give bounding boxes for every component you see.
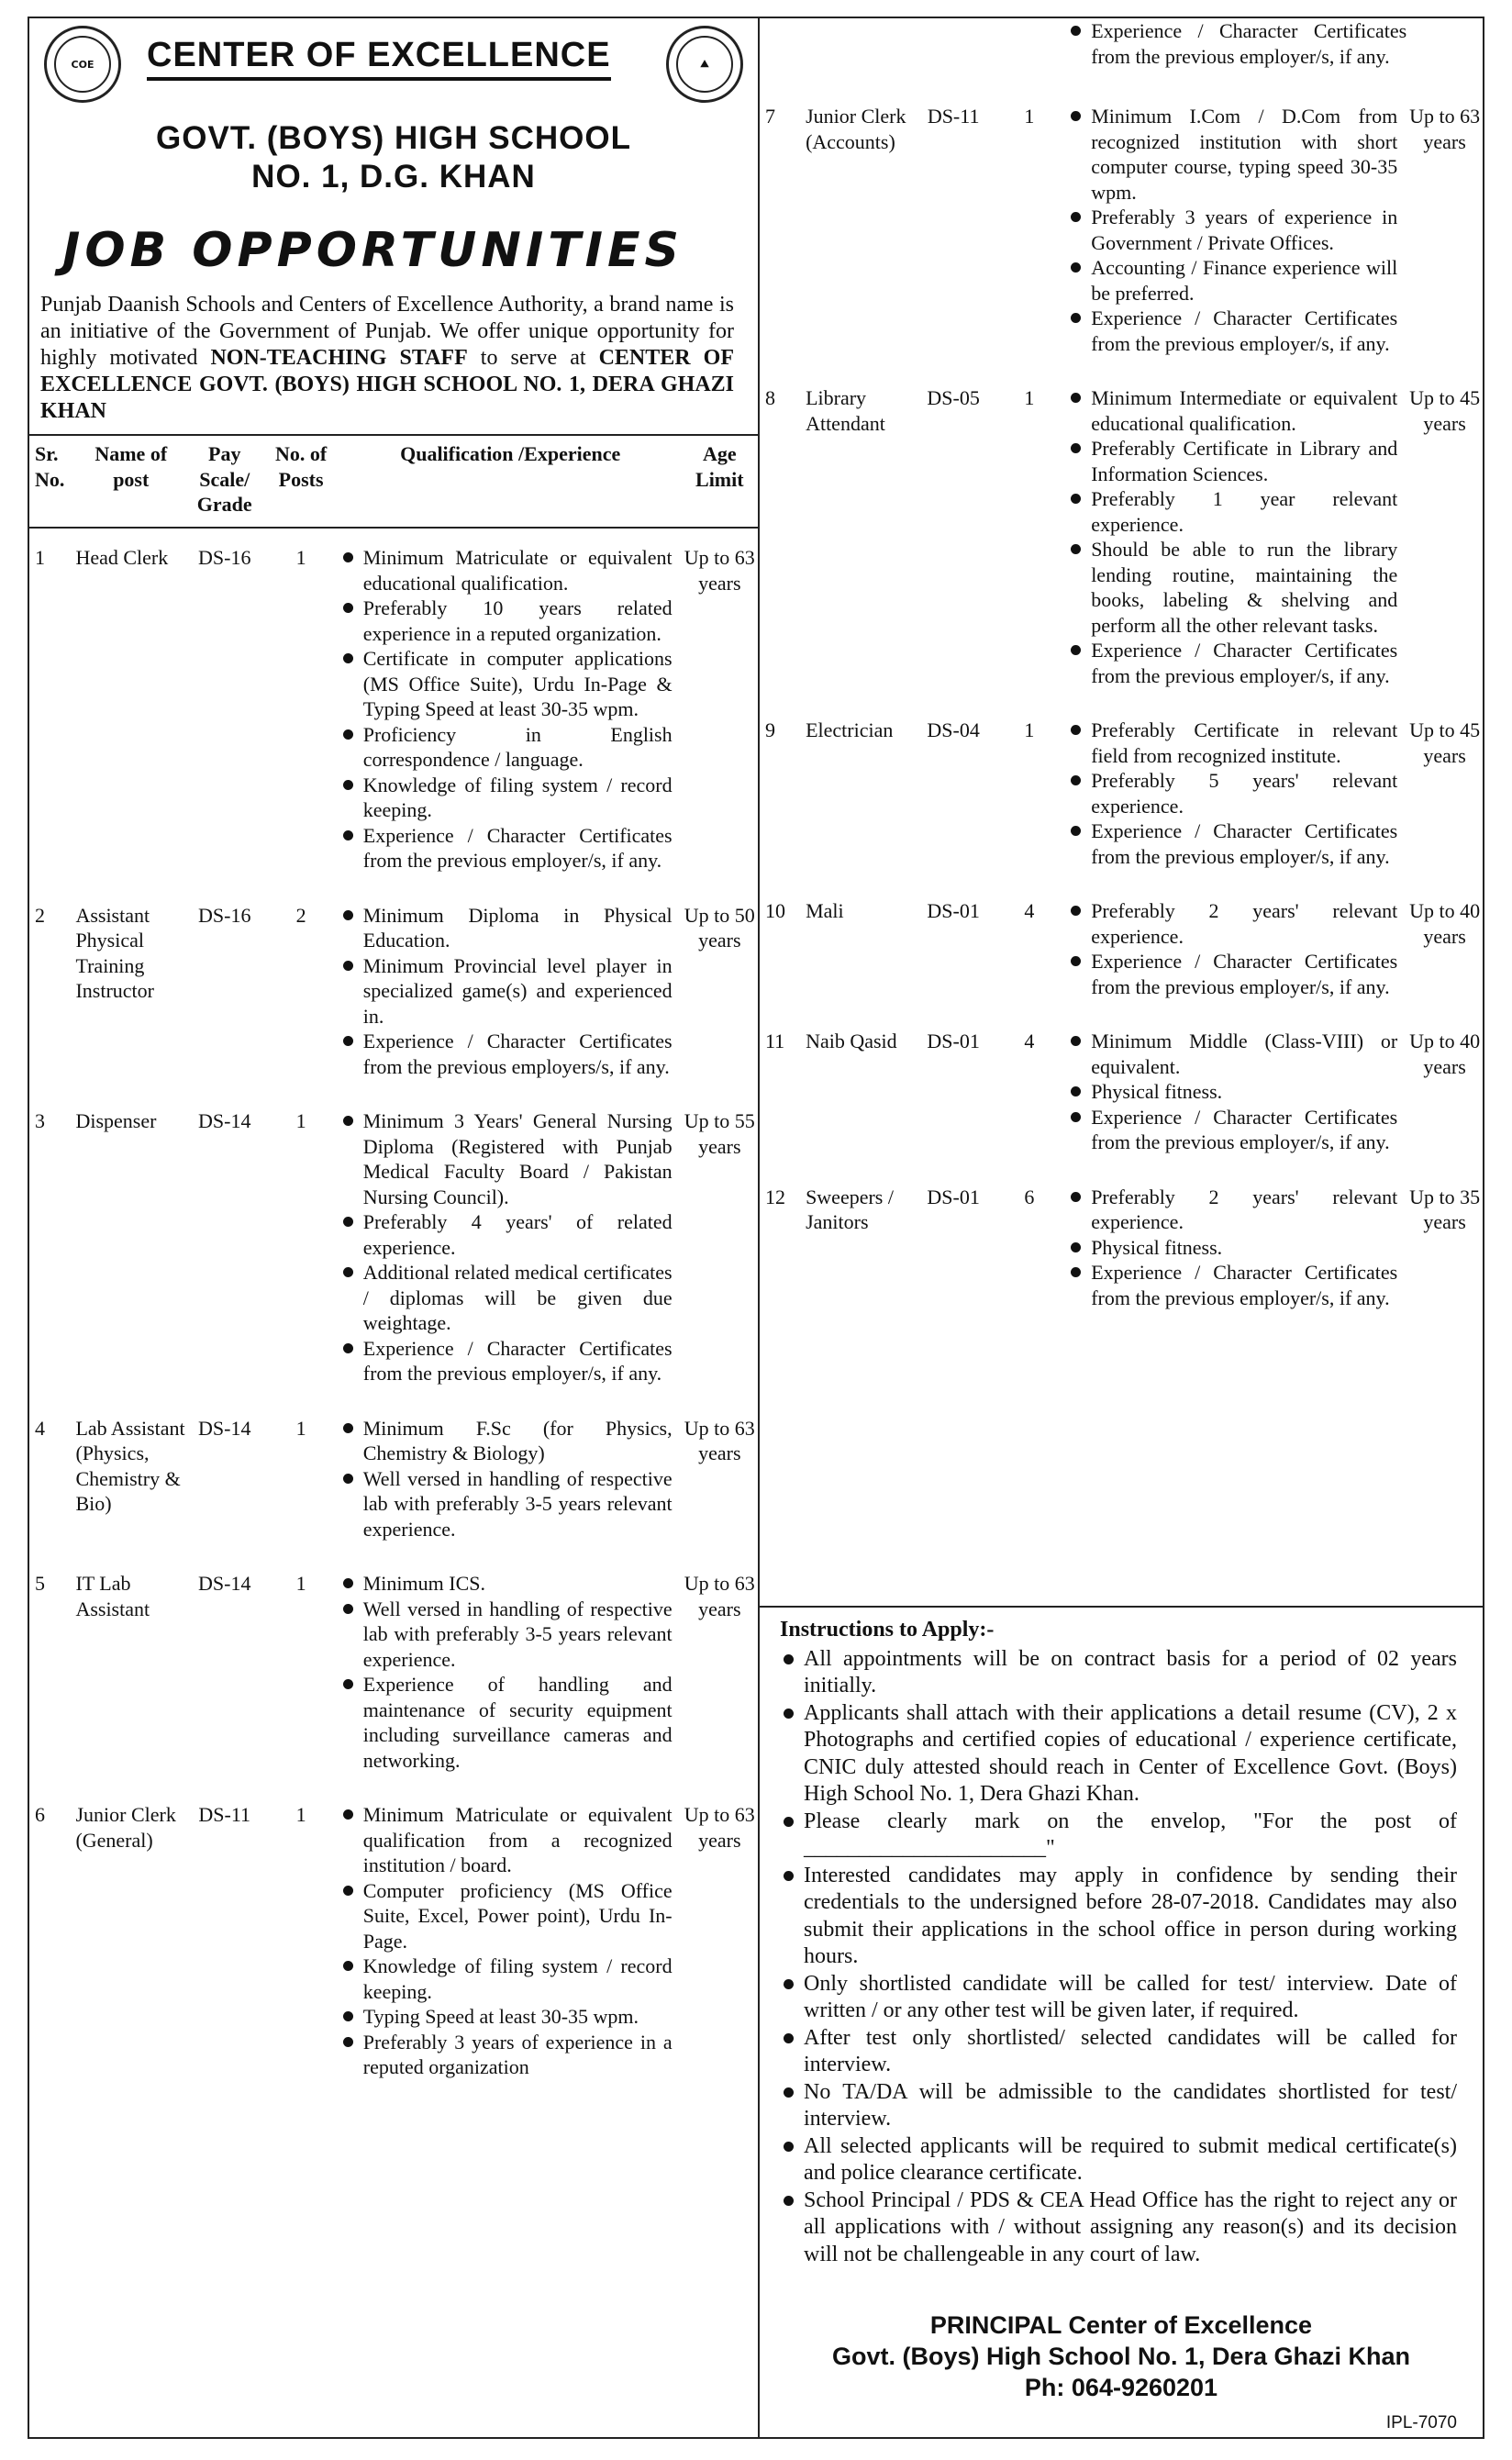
row-posts: 1 — [295, 1803, 306, 1826]
row-age-limit: Up to 45 years — [1409, 718, 1481, 767]
row-post-name: Head Clerk — [75, 546, 169, 569]
row-pay-scale: DS-11 — [927, 105, 980, 128]
job-opportunities-heading: JOB OPPORTUNITIES — [62, 223, 684, 278]
row-posts: 4 — [1024, 1030, 1035, 1052]
qualification-item: Preferably 4 years' of related experience. — [339, 1209, 673, 1260]
table-row — [760, 869, 1483, 999]
qualification-item: Experience / Character Certificates from the previous employer/s, if any. — [1067, 818, 1397, 869]
row-sr: 3 — [35, 1109, 45, 1132]
instruction-item: Interested candidates may apply in confidence by sending their credentials to the undersigned before 28-07-2018. Candidates may also submit their applications in the school office in person during working hours. — [780, 1863, 1457, 1971]
carryover-row — [760, 17, 1483, 69]
qualification-item: Typing Speed at least 30-35 wpm. — [339, 2004, 673, 2030]
qualification-item: Preferably 3 years of experience in a reputed organization — [339, 2030, 673, 2080]
row-sr: 10 — [765, 899, 785, 922]
qualification-item: Preferably Certificate in Library and Information Sciences. — [1067, 436, 1397, 486]
instruction-item: All selected applicants will be required to submit medical certificate(s) and police clearance certificate. — [780, 2133, 1457, 2187]
row-sr: 9 — [765, 718, 775, 741]
carryover-qualifications — [1067, 18, 1406, 69]
row-sr: 11 — [765, 1030, 785, 1052]
intro-text: Punjab Daanish Schools and Centers of Excellence Authority, a brand name is an initiative of the Government of Punjab. We offer unique opportunity for highly motivated — [40, 293, 734, 370]
row-pay-scale: DS-16 — [198, 903, 251, 927]
row-post-name: Mali — [806, 899, 844, 922]
row-qualifications — [1067, 869, 1406, 999]
jobs-table-left — [29, 436, 758, 2080]
row-post-name: Naib Qasid — [806, 1030, 897, 1052]
row-age-limit: Up to 40 years — [1409, 899, 1481, 948]
qualification-item: Preferably 10 years related experience in a reputed organization. — [339, 596, 673, 646]
qualification-item: Minimum Matriculate or equivalent qualification from a recognized institution / board. — [339, 1802, 673, 1878]
qualification-item: Minimum Diploma in Physical Education. — [339, 903, 673, 953]
row-age-limit: Up to 35 years — [1409, 1185, 1481, 1233]
row-post-name: Electrician — [806, 718, 894, 741]
intro-bold-school: CENTER OF EXCELLENCE GOVT. (BOYS) HIGH SCHOOL NO. 1, DERA GHAZI KHAN — [40, 346, 734, 423]
row-posts: 1 — [295, 546, 306, 569]
row-sr: 7 — [765, 105, 775, 128]
qualification-item: Minimum ICS. — [339, 1571, 673, 1597]
jobs-table-right — [760, 17, 1483, 1310]
row-post-name: Sweepers / Janitors — [806, 1185, 894, 1233]
qualification-item: Minimum I.Com / D.Com from recognized institution with short computer course, typing speed 30-35 wpm. — [1067, 104, 1397, 205]
instructions-divider — [760, 1606, 1483, 1608]
row-post-name: IT Lab Assistant — [75, 1572, 150, 1620]
row-post-name: Library Attendant — [806, 386, 885, 435]
table-row — [29, 1542, 758, 1773]
row-age-limit: Up to 45 years — [1409, 386, 1481, 435]
instruction-item: Applicants shall attach with their applications a detail resume (CV), 2 x Photographs and certified copies of educational / experience certificate, CNIC duly attested should reach in Center of Excellence Govt. (Boys) High School No. 1, Dera Ghazi Khan. — [780, 1700, 1457, 1809]
row-age-limit: Up to 63 years — [684, 546, 755, 595]
row-qualifications — [1067, 999, 1406, 1155]
row-qualifications — [339, 1542, 682, 1773]
qualification-item: Preferably 1 year relevant experience. — [1067, 486, 1397, 537]
qualification-item: Preferably Certificate in relevant field from recognized institute. — [1067, 718, 1397, 768]
row-posts: 4 — [1024, 899, 1035, 922]
qualification-item: Preferably 2 years' relevant experience. — [1067, 898, 1397, 949]
signature-line1: PRINCIPAL Center of Excellence — [929, 2311, 1313, 2339]
row-qualifications — [339, 874, 682, 1080]
qualification-item: Proficiency in English correspondence / language. — [339, 722, 673, 773]
row-qualifications — [1067, 69, 1406, 356]
table-row — [760, 999, 1483, 1155]
row-post-name: Assistant Physical Training Instructor — [75, 903, 154, 1002]
row-posts: 1 — [295, 1109, 306, 1132]
row-age-limit: Up to 50 years — [684, 903, 755, 952]
qualification-item: Knowledge of filing system / record keeping. — [339, 773, 673, 823]
row-qualifications — [1067, 688, 1406, 869]
qualification-item: Accounting / Finance experience will be preferred. — [1067, 255, 1397, 306]
row-pay-scale: DS-01 — [927, 1185, 980, 1208]
row-age-limit: Up to 55 years — [684, 1109, 755, 1158]
qualification-item: Should be able to run the library lending routine, maintaining the books, labeling & shelving and perform all the other relevant tasks. — [1067, 537, 1397, 638]
punjab-emblem-icon: ⛰ — [666, 26, 743, 103]
qualification-item: Well versed in handling of respective lab with preferably 3-5 years relevant experience. — [339, 1597, 673, 1673]
row-post-name: Dispenser — [75, 1109, 157, 1132]
row-sr: 8 — [765, 386, 775, 409]
intro-paragraph — [40, 292, 734, 425]
school-name-line2: NO. 1, D.G. KHAN — [251, 159, 536, 195]
right-column — [760, 17, 1483, 2432]
table-row — [29, 1773, 758, 2080]
instructions-title: Instructions to Apply:- — [780, 1618, 995, 1642]
signature-phone: Ph: 064-9260201 — [1024, 2374, 1218, 2401]
table-row — [29, 1079, 758, 1386]
table-row — [29, 528, 758, 874]
school-name-line1: GOVT. (BOYS) HIGH SCHOOL — [156, 120, 631, 156]
row-qualifications — [339, 528, 682, 874]
qualification-item: Minimum F.Sc (for Physics, Chemistry & Biology) — [339, 1416, 673, 1466]
row-pay-scale: DS-05 — [927, 386, 980, 409]
header-title: CENTER OF EXCELLENCE — [147, 37, 611, 81]
row-sr: 6 — [35, 1803, 45, 1826]
table-row — [760, 356, 1483, 688]
row-age-limit: Up to 63 years — [1409, 105, 1481, 153]
row-posts: 1 — [1024, 718, 1035, 741]
qualification-item: Experience / Character Certificates from the previous employer/s, if any. — [1067, 949, 1397, 999]
row-post-name: Junior Clerk (Accounts) — [806, 105, 906, 153]
qualification-item: Experience / Character Certificates from the previous employer/s, if any. — [1067, 18, 1406, 69]
header-qualification: Qualification /Experience — [400, 442, 621, 465]
row-post-name: Junior Clerk (General) — [75, 1803, 176, 1852]
qualification-item: Preferably 2 years' relevant experience. — [1067, 1185, 1397, 1235]
qualification-item: Experience / Character Certificates from the previous employer/s, if any. — [1067, 638, 1397, 688]
reference-code: IPL-7070 — [1385, 2413, 1457, 2432]
row-age-limit: Up to 40 years — [1409, 1030, 1481, 1078]
header-sr: Sr. No. — [35, 442, 65, 491]
header-posts: No. of Posts — [274, 442, 328, 491]
qualification-item: Minimum Intermediate or equivalent educational qualification. — [1067, 385, 1397, 436]
row-posts: 2 — [295, 903, 306, 927]
row-age-limit: Up to 63 years — [684, 1572, 755, 1620]
row-posts: 1 — [295, 1572, 306, 1595]
row-pay-scale: DS-01 — [927, 899, 980, 922]
qualification-item: Physical fitness. — [1067, 1235, 1397, 1261]
qualification-item: Experience / Character Certificates from the previous employer/s, if any. — [339, 1336, 673, 1386]
row-qualifications — [1067, 1155, 1406, 1311]
row-posts: 1 — [295, 1416, 306, 1440]
row-sr: 12 — [765, 1185, 785, 1208]
header-scale: Pay Scale/ Grade — [196, 442, 252, 516]
qualification-item: Experience / Character Certificates from the previous employer/s, if any. — [339, 823, 673, 874]
qualification-item: Preferably 5 years' relevant experience. — [1067, 768, 1397, 818]
qualification-item: Computer proficiency (MS Office Suite, Excel, Power point), Urdu In-Page. — [339, 1878, 673, 1954]
row-sr: 4 — [35, 1416, 45, 1440]
qualification-item: Knowledge of filing system / record keeping. — [339, 1954, 673, 2004]
instruction-item: After test only shortlisted/ selected candidates will be called for interview. — [780, 2025, 1457, 2079]
row-qualifications — [339, 1386, 682, 1542]
qualification-item: Experience of handling and maintenance of security equipment including surveillance cameras and networking. — [339, 1672, 673, 1773]
intro-text-mid: to serve at — [467, 346, 599, 370]
table-row — [29, 1386, 758, 1542]
signature-line2: Govt. (Boys) High School No. 1, Dera Ghazi Khan — [831, 2343, 1411, 2370]
row-pay-scale: DS-14 — [198, 1109, 251, 1132]
left-column — [29, 17, 758, 2080]
table-row — [29, 874, 758, 1080]
row-pay-scale: DS-14 — [198, 1416, 251, 1440]
instruction-item: No TA/DA will be admissible to the candidates shortlisted for test/ interview. — [780, 2079, 1457, 2133]
intro-bold-staff: NON-TEACHING STAFF — [210, 346, 468, 370]
row-pay-scale: DS-16 — [198, 546, 251, 569]
qualification-item: Minimum Middle (Class-VIII) or equivalent. — [1067, 1029, 1397, 1079]
row-sr: 2 — [35, 903, 45, 927]
qualification-item: Preferably 3 years of experience in Government / Private Offices. — [1067, 205, 1397, 255]
row-pay-scale: DS-04 — [927, 718, 980, 741]
table-header-row — [29, 436, 758, 528]
instruction-item: Please clearly mark on the envelop, "For the post of ______________________" — [780, 1809, 1457, 1863]
row-post-name: Lab Assistant (Physics, Chemistry & Bio) — [75, 1416, 185, 1515]
row-qualifications — [339, 1079, 682, 1386]
qualification-item: Physical fitness. — [1067, 1079, 1397, 1105]
table-row — [760, 1155, 1483, 1311]
row-posts: 1 — [1024, 386, 1035, 409]
row-qualifications — [339, 1773, 682, 2080]
qualification-item: Minimum Provincial level player in specialized game(s) and experienced in. — [339, 953, 673, 1030]
instruction-item: Only shortlisted candidate will be called for test/ interview. Date of written / or any other test will be given later, if required. — [780, 1971, 1457, 2025]
row-pay-scale: DS-11 — [198, 1803, 251, 1826]
table-row — [760, 688, 1483, 869]
row-pay-scale: DS-14 — [198, 1572, 251, 1595]
qualification-item: Certificate in computer applications (MS Office Suite), Urdu In-Page & Typing Speed at least 30-35 wpm. — [339, 646, 673, 722]
qualification-item: Minimum 3 Years' General Nursing Diploma (Registered with Punjab Medical Faculty Board / Pakistan Nursing Council). — [339, 1108, 673, 1209]
instructions-list — [780, 1646, 1457, 2269]
qualification-item: Additional related medical certificates / diplomas will be given due weightage. — [339, 1260, 673, 1336]
qualification-item: Experience / Character Certificates from the previous employers/s, if any. — [339, 1029, 673, 1079]
qualification-item: Experience / Character Certificates from the previous employer/s, if any. — [1067, 1105, 1397, 1155]
row-posts: 6 — [1024, 1185, 1035, 1208]
school-seal-icon: COE — [44, 26, 121, 103]
row-qualifications — [1067, 356, 1406, 688]
instruction-item: School Principal / PDS & CEA Head Office has the right to reject any or all applications with / without assigning any reason(s) and its decision will not be challengeable in any court of law. — [780, 2187, 1457, 2269]
row-age-limit: Up to 63 years — [684, 1803, 755, 1852]
row-sr: 5 — [35, 1572, 45, 1595]
header-age: Age Limit — [695, 442, 744, 491]
qualification-item: Well versed in handling of respective lab with preferably 3-5 years relevant experience. — [339, 1466, 673, 1542]
row-pay-scale: DS-01 — [927, 1030, 980, 1052]
row-posts: 1 — [1024, 105, 1035, 128]
qualification-item: Experience / Character Certificates from the previous employer/s, if any. — [1067, 306, 1397, 356]
row-sr: 1 — [35, 546, 45, 569]
instructions-block — [780, 1617, 1457, 2268]
header-block — [29, 17, 758, 436]
header-name: Name of post — [94, 442, 168, 491]
instruction-item: All appointments will be on contract basis for a period of 02 years initially. — [780, 1646, 1457, 1700]
qualification-item: Minimum Matriculate or equivalent educational qualification. — [339, 545, 673, 596]
qualification-item: Experience / Character Certificates from the previous employer/s, if any. — [1067, 1260, 1397, 1310]
table-row — [760, 69, 1483, 356]
row-age-limit: Up to 63 years — [684, 1416, 755, 1464]
